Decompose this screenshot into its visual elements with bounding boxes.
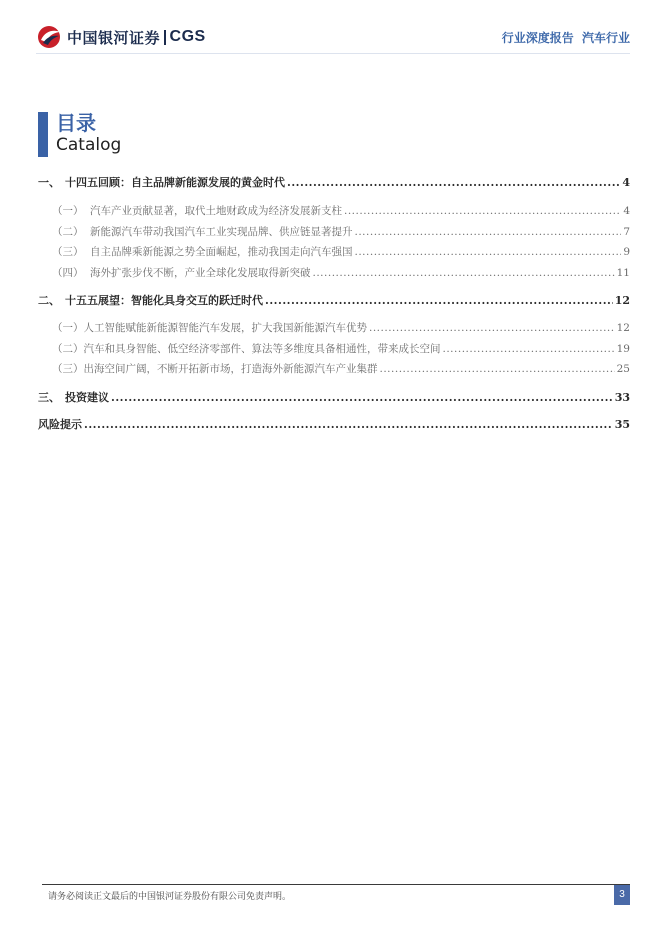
toc-entry[interactable] (52, 203, 630, 218)
toc-page: 4 (622, 176, 630, 189)
logo-chinese-name: 中国银河证券 (67, 28, 161, 47)
toc-label (38, 389, 109, 405)
logo-english-name: CGS (169, 28, 206, 45)
toc-number: （二） (52, 343, 84, 355)
toc-text: 自主品牌乘新能源之势全面崛起，推动我国走向汽车强国 (90, 246, 353, 258)
cgs-logo-icon (37, 25, 63, 49)
toc-leader (313, 267, 615, 279)
toc-page: 11 (616, 267, 630, 279)
toc-label (52, 341, 441, 356)
toc-page: 9 (623, 246, 630, 258)
toc-label (52, 320, 367, 335)
toc-number: （四） (52, 267, 84, 279)
toc-number: （二） (52, 226, 84, 238)
toc-number: 二、 (38, 294, 60, 307)
footer-disclaimer: 请务必阅读正文最后的中国银河证券股份有限公司免责声明。 (48, 892, 292, 902)
toc-page: 35 (614, 418, 630, 431)
toc-number: （三） (52, 246, 84, 258)
toc-leader (344, 205, 621, 217)
toc-leader (443, 343, 615, 355)
toc-leader (111, 391, 613, 404)
toc-entry[interactable] (38, 174, 630, 190)
page-number: 3 (614, 885, 630, 905)
toc-number: （一） (52, 205, 84, 217)
toc-label (38, 416, 82, 432)
toc-page: 12 (614, 294, 630, 307)
toc-page: 19 (616, 343, 630, 355)
toc-entry[interactable] (52, 244, 630, 259)
toc-entry[interactable] (52, 341, 630, 356)
toc-entry[interactable] (38, 416, 630, 432)
catalog-title-en: Catalog (56, 135, 122, 155)
company-logo (37, 25, 206, 49)
toc-leader (355, 226, 622, 238)
toc-page: 33 (614, 391, 630, 404)
title-accent-bar (38, 112, 48, 157)
toc-text: 出海空间广阔，不断开拓新市场，打造海外新能源汽车产业集群 (83, 363, 378, 375)
logo-separator (164, 30, 166, 45)
toc-label (52, 361, 378, 376)
report-type: 行业深度报告 (501, 31, 574, 45)
industry-name: 汽车行业 (581, 31, 630, 45)
toc-leader (287, 176, 620, 189)
toc-text: 人工智能赋能新能源智能汽车发展，扩大我国新能源汽车优势 (83, 322, 367, 334)
footer-divider (42, 884, 630, 885)
toc-page: 7 (623, 226, 630, 238)
toc-entry[interactable] (38, 389, 630, 405)
toc-number: 一、 (38, 176, 60, 189)
toc-text: 风险提示 (38, 418, 82, 431)
toc-label (38, 174, 285, 190)
toc-text: 汽车和具身智能、低空经济零部件、算法等多维度具备相通性，带来成长空间 (83, 343, 441, 355)
toc-entry[interactable] (52, 265, 630, 280)
catalog-title-cn: 目录 (56, 111, 96, 135)
report-category (498, 29, 630, 46)
toc-text: 汽车产业贡献显著，取代土地财政成为经济发展新支柱 (90, 205, 342, 217)
toc-label (52, 244, 353, 259)
page-header (0, 0, 662, 60)
toc-leader (265, 294, 613, 307)
toc-leader (380, 363, 615, 375)
toc-text: 海外扩张步伐不断，产业全球化发展取得新突破 (90, 267, 311, 279)
toc-label (52, 224, 353, 239)
toc-number: 三、 (38, 391, 60, 404)
toc-text: 投资建议 (65, 391, 109, 404)
toc-label (52, 265, 311, 280)
toc-entry[interactable] (38, 292, 630, 308)
toc-entry[interactable] (52, 320, 630, 335)
toc-text: 新能源汽车带动我国汽车工业实现品牌、供应链显著提升 (90, 226, 353, 238)
toc-leader (84, 418, 613, 431)
toc-leader (369, 322, 615, 334)
toc-number: （三） (52, 363, 84, 375)
toc-number: （一） (52, 322, 84, 334)
toc-page: 25 (616, 363, 630, 375)
toc-entry[interactable] (52, 361, 630, 376)
toc-page: 12 (616, 322, 630, 334)
toc-leader (355, 246, 622, 258)
header-divider (36, 53, 630, 54)
toc-page: 4 (623, 205, 630, 217)
toc-text: 十四五回顾：自主品牌新能源发展的黄金时代 (65, 176, 285, 189)
toc-label (38, 292, 263, 308)
toc-label (52, 203, 342, 218)
toc-entry[interactable] (52, 224, 630, 239)
toc-text: 十五五展望：智能化具身交互的跃迁时代 (65, 294, 263, 307)
